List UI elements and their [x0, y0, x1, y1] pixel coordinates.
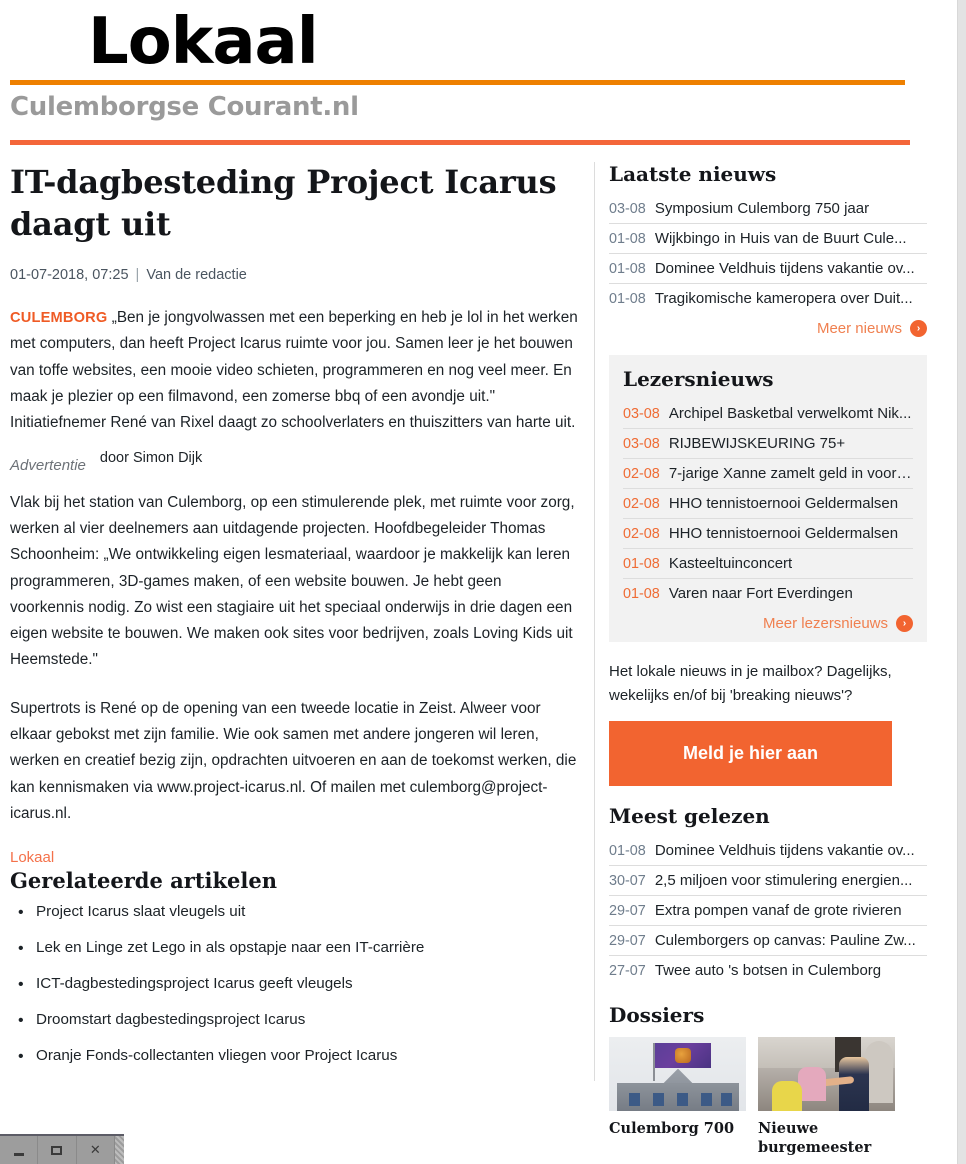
masthead-rule-salmon — [10, 140, 910, 145]
list-item[interactable]: • Project Icarus slaat vleugels uit — [36, 901, 578, 923]
list-item[interactable] — [609, 926, 927, 956]
list-item[interactable] — [609, 254, 927, 284]
dossier-row — [609, 1037, 927, 1158]
sidebar-block-newsletter — [609, 660, 927, 786]
article-lede — [10, 305, 578, 436]
site-logo[interactable]: Lokaal — [88, 5, 318, 79]
page-columns — [0, 162, 957, 1164]
dossier-item[interactable] — [609, 1037, 746, 1158]
chevron-right-icon: › — [896, 615, 913, 632]
related-articles-heading: Gerelateerde artikelen — [10, 868, 278, 894]
sidebar-heading: Lezersnieuws — [623, 367, 774, 391]
news-date: 03-08 — [623, 436, 660, 452]
photo-flag — [655, 1043, 711, 1068]
news-list — [623, 399, 913, 608]
sidebar-block-dossiers — [609, 1003, 927, 1158]
window-controls-bar — [0, 1134, 124, 1164]
article-byline: door Simon Dijk — [99, 449, 203, 466]
page-right-gutter — [958, 0, 966, 1164]
news-date: 03-08 — [623, 406, 660, 422]
list-item[interactable] — [609, 224, 927, 254]
news-title: Extra pompen vanaf de grote rivieren — [654, 901, 902, 919]
list-item[interactable]: • Droomstart dagbestedingsproject Icarus — [36, 1009, 578, 1031]
close-button[interactable]: ✕ — [77, 1136, 115, 1164]
more-lezersnieuws-label: Meer lezersnieuws — [762, 615, 888, 632]
photo-person-yellow — [772, 1081, 802, 1111]
news-title: Culemborgers op canvas: Pauline Zw... — [654, 931, 916, 949]
article-meta — [10, 267, 578, 283]
list-item[interactable] — [623, 459, 913, 489]
photo-window — [721, 1093, 732, 1106]
sidebar-block-meest-gelezen — [609, 804, 927, 985]
news-date: 01-08 — [609, 291, 646, 307]
photo-window — [653, 1093, 664, 1106]
related-articles-list — [10, 901, 578, 1067]
list-item[interactable] — [609, 836, 927, 866]
article-date: 01-07-2018, 07:25 — [10, 267, 129, 284]
byline-row — [10, 449, 578, 474]
photo-person-pink — [798, 1067, 826, 1101]
news-title: 2,5 miljoen voor stimulering energien... — [654, 871, 913, 889]
photo-window — [701, 1093, 712, 1106]
article-source: Van de redactie — [146, 267, 247, 284]
more-news-link-row[interactable] — [609, 313, 927, 337]
article-meta-separator: | — [135, 267, 140, 284]
news-title: Symposium Culemborg 750 jaar — [654, 200, 870, 217]
news-date: 01-08 — [609, 231, 646, 247]
minimize-icon — [14, 1153, 24, 1156]
site-masthead — [10, 0, 947, 145]
list-item[interactable] — [623, 399, 913, 429]
dossier-caption[interactable]: Culemborg 700 — [609, 1119, 735, 1137]
site-tagline: Culemborgse Courant.nl — [10, 92, 359, 122]
list-item[interactable] — [623, 519, 913, 549]
minimize-button[interactable] — [0, 1136, 38, 1164]
sidebar-heading: Laatste nieuws — [609, 162, 777, 186]
dossier-caption[interactable]: Nieuwe burgemeester — [758, 1119, 872, 1157]
sidebar-heading: Meest gelezen — [609, 803, 770, 828]
list-item[interactable] — [609, 284, 927, 313]
list-item[interactable]: • Lek en Linge zet Lego in als opstapje naar een IT-carrière — [36, 937, 578, 959]
list-item[interactable] — [623, 579, 913, 608]
photo-facade — [617, 1083, 739, 1111]
news-date: 27-07 — [609, 962, 646, 979]
list-item[interactable] — [609, 194, 927, 224]
article-dateline: CULEMBORG — [10, 310, 108, 327]
more-news-label: Meer nieuws — [816, 320, 902, 337]
photo-arch — [865, 1041, 893, 1103]
advertisement-label: Advertentie — [10, 456, 86, 474]
maximize-button[interactable] — [38, 1136, 76, 1164]
list-item[interactable] — [609, 896, 927, 926]
list-item[interactable] — [609, 866, 927, 896]
news-date: 02-08 — [623, 526, 660, 542]
news-date: 01-08 — [609, 261, 646, 277]
list-item[interactable] — [609, 956, 927, 985]
news-title: RIJBEWIJSKEURING 75+ — [668, 435, 846, 452]
list-item[interactable]: • ICT-dagbestedingsproject Icarus geeft vleugels — [36, 973, 578, 995]
photo-flag-emblem — [675, 1048, 691, 1063]
news-title: Tragikomische kameropera over Duit... — [654, 290, 913, 307]
sidebar-heading: Dossiers — [609, 1002, 705, 1027]
newsletter-text: Het lokale nieuws in je mailbox? Dagelijks, wekelijks en/of bij 'breaking nieuws'? — [609, 663, 892, 705]
news-list — [609, 836, 927, 985]
news-title: Dominee Veldhuis tijdens vakantie ov... — [654, 260, 915, 277]
news-title: 7-jarige Xanne zamelt geld in voor ... — [668, 465, 913, 482]
news-title: Dominee Veldhuis tijdens vakantie ov... — [654, 841, 915, 859]
news-date: 02-08 — [623, 466, 660, 482]
news-title: Twee auto 's botsen in Culemborg — [654, 961, 882, 979]
chevron-right-icon: › — [910, 320, 927, 337]
sidebar-column — [609, 162, 927, 1164]
building-with-flag-photo[interactable] — [609, 1037, 746, 1111]
news-list — [609, 194, 927, 313]
article-category-tag[interactable]: Lokaal — [10, 849, 55, 867]
more-lezersnieuws-link-row[interactable] — [623, 608, 913, 632]
list-item[interactable]: • Oranje Fonds-collectanten vliegen voor Project Icarus — [36, 1045, 578, 1067]
article-lede-text: „Ben je jongvolwassen met een beperking en heb je lol in het werken met computers, dan heeft Project Icarus ruimte voor jou. Samen leer je het bouwen van toffe websites, een mooie video schieten, programmeren en nog veel meer. En maak je plezier op een filmavond, een zomerse bbq of een avondje uit." Initiatiefnemer René van Rixel daagt zo schoolverlaters en thuiszitters van harte uit. — [10, 309, 578, 432]
news-title: HHO tennistoernooi Geldermalsen — [668, 495, 899, 512]
news-date: 29-07 — [609, 932, 646, 949]
news-date: 01-08 — [623, 556, 660, 572]
news-date: 03-08 — [609, 201, 646, 217]
photo-window — [677, 1093, 688, 1106]
maximize-icon — [51, 1146, 62, 1155]
news-title: Wijkbingo in Huis van de Buurt Cule... — [654, 230, 907, 247]
article-paragraph: Vlak bij het station van Culemborg, op een stimulerende plek, met ruimte voor zorg, werken al vier deelnemers aan uitdagende projecten. Hoofdbegeleider Thomas Schoonheim: „We ontwikkeling eigen lesmateriaal, waardoor je makkelijk kan leren programmeren, 3D-games maken, of een website bouwen. Je hebt geen voorkennis nodig. Zo wist een stagiaire uit het speciaal onderwijs in drie dagen een eigen website te bouwen. We maken ook sites voor bedrijven, zoals Loving Kids uit Heemstede." — [10, 493, 575, 669]
article-column — [10, 162, 595, 1081]
list-item[interactable] — [623, 549, 913, 579]
dossier-item[interactable] — [758, 1037, 895, 1158]
news-title: Kasteeltuinconcert — [668, 555, 793, 572]
news-title: Varen naar Fort Everdingen — [668, 585, 853, 602]
news-title: Archipel Basketbal verwelkomt Nik... — [668, 405, 912, 422]
news-date: 30-07 — [609, 872, 646, 889]
list-item[interactable] — [623, 489, 913, 519]
photo-window — [629, 1093, 640, 1106]
news-date: 29-07 — [609, 902, 646, 919]
news-title: HHO tennistoernooi Geldermalsen — [668, 525, 899, 542]
sidebar-block-laatste-nieuws — [609, 162, 927, 337]
news-date: 01-08 — [623, 586, 660, 602]
article-paragraph: Supertrots is René op de opening van een tweede locatie in Zeist. Alweer voor elkaar gebokst met zijn familie. Wie ook samen met andere jongeren wil leren, werken en creatief bezig zijn, opdrachten uitvoeren en aan de toekomst werken, die kan kennismaken via www.project-icarus.nl. Of mailen met culemborg@project-icarus.nl. — [10, 699, 577, 822]
news-date: 01-08 — [609, 842, 646, 859]
sidebar-block-lezersnieuws — [609, 355, 927, 642]
article-headline: IT-dagbesteding Project Icarus daagt uit — [10, 163, 557, 243]
list-item[interactable] — [623, 429, 913, 459]
crowd-greeting-photo[interactable] — [758, 1037, 895, 1111]
resize-grip[interactable] — [115, 1136, 124, 1164]
newsletter-signup-button[interactable]: Meld je hier aan — [609, 721, 892, 786]
news-date: 02-08 — [623, 496, 660, 512]
